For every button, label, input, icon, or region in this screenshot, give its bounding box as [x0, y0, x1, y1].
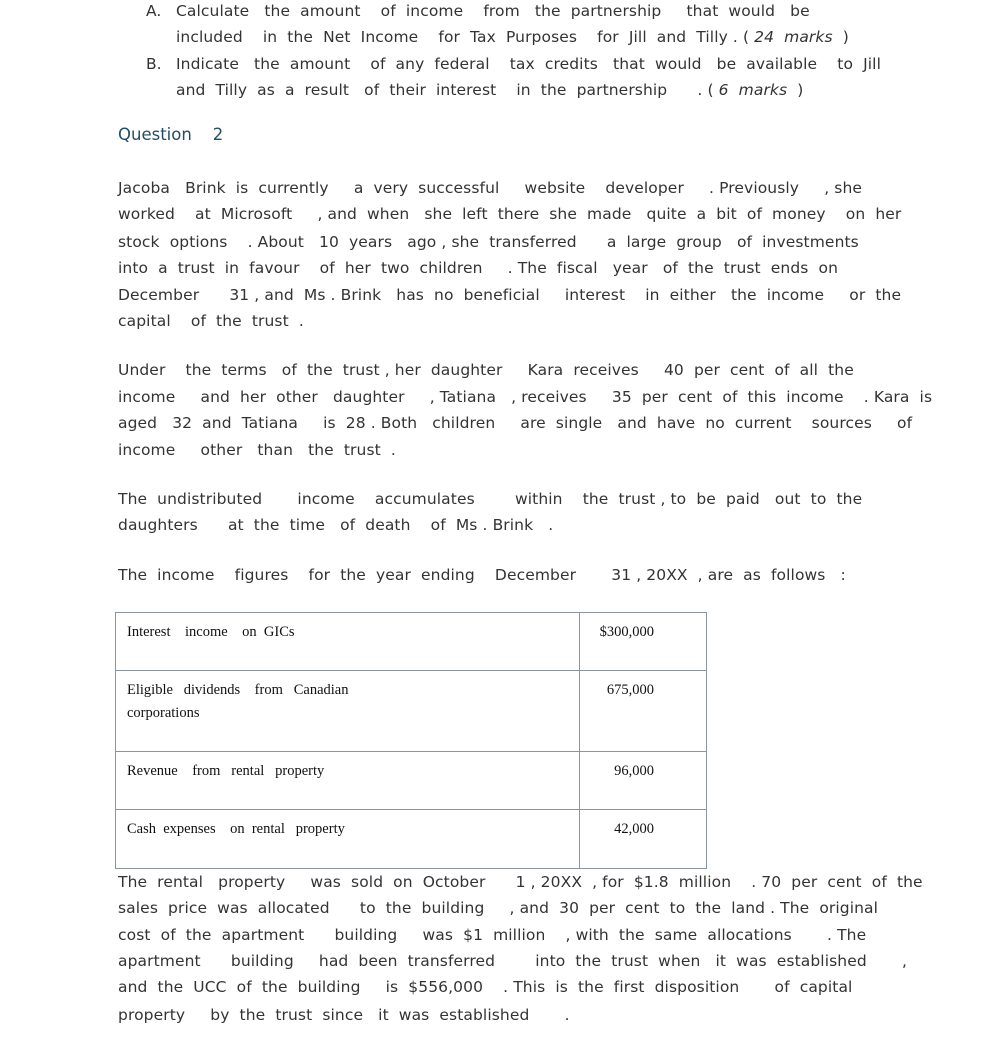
part-a-line-2: included in the Net Income for Tax Purposes for Jill and Tilly . ( 24 marks )	[176, 28, 849, 46]
table-cell-amount	[580, 810, 707, 869]
part-a-line-1: Calculate the amount of income from the partnership that would be	[176, 2, 810, 20]
paragraph-line: sales price was allocated to the building , and 30 per cent to the land . The original	[118, 899, 879, 917]
table-cell-label: Revenue from rental property	[116, 752, 580, 810]
amount-value: 96,000	[614, 763, 654, 779]
table-cell-amount	[580, 671, 707, 752]
amount-value: $300,000	[599, 624, 654, 640]
paragraph-line: daughters at the time of death of Ms . Brink .	[118, 516, 554, 534]
paragraph-line: cost of the apartment building was $1 million , with the same allocations . The	[118, 926, 867, 944]
part-b-line-1: Indicate the amount of any federal tax credits that would be available to Jill	[176, 55, 881, 73]
part-b-marks: 6 marks	[718, 81, 788, 99]
paragraph-line: Under the terms of the trust , her daughter Kara receives 40 per cent of all the	[118, 361, 854, 379]
table-cell-label: Eligible dividends from Canadian corporations	[116, 671, 580, 752]
table-row	[116, 810, 707, 869]
part-b-line-2: and Tilly as a result of their interest in the partnership . ( 6 marks )	[176, 81, 804, 99]
part-a-marks: 24 marks	[754, 28, 833, 46]
income-table	[115, 612, 707, 869]
table-row	[116, 613, 707, 671]
paragraph-line: Jacoba Brink is currently a very successful website developer . Previously , she	[118, 179, 863, 197]
paragraph-line: aged 32 and Tatiana is 28 . Both children are single and have no current sources of	[118, 414, 913, 432]
paragraph-line: apartment building had been transferred into the trust when it was established ,	[118, 952, 907, 970]
table-row	[116, 752, 707, 810]
table-cell-label: Interest income on GICs	[116, 613, 580, 671]
part-b-label: B.	[146, 55, 162, 73]
amount-value: 675,000	[606, 682, 654, 698]
paragraph-income-intro: The income figures for the year ending December 31 , 20XX , are as follows :	[118, 566, 846, 584]
paragraph-line: December 31 , and Ms . Brink has no beneficial interest in either the income or the	[118, 286, 902, 304]
paragraph-line: property by the trust since it was established .	[118, 1006, 570, 1024]
amount-value: 42,000	[614, 821, 654, 837]
question-heading: Question 2	[118, 125, 224, 144]
paragraph-line: capital of the trust .	[118, 312, 304, 330]
paragraph-line: stock options . About 10 years ago , she transferred a large group of investments	[118, 233, 859, 251]
table-row	[116, 671, 707, 752]
table-cell-amount	[580, 752, 707, 810]
part-a-label: A.	[146, 2, 162, 20]
paragraph-line: into a trust in favour of her two children . The fiscal year of the trust ends on	[118, 259, 839, 277]
table-cell-amount	[580, 613, 707, 671]
paragraph-line: worked at Microsoft , and when she left there she made quite a bit of money on her	[118, 205, 902, 223]
paragraph-line: income other than the trust .	[118, 441, 396, 459]
paragraph-line: income and her other daughter , Tatiana , receives 35 per cent of this income . Kara is	[118, 388, 933, 406]
paragraph-line: The undistributed income accumulates within the trust , to be paid out to the	[118, 490, 863, 508]
paragraph-line: The rental property was sold on October 1 , 20XX , for $1.8 million . 70 per cent of the	[118, 873, 923, 891]
table-cell-label: Cash expenses on rental property	[116, 810, 580, 869]
paragraph-line: and the UCC of the building is $556,000 . This is the first disposition of capital	[118, 978, 853, 996]
